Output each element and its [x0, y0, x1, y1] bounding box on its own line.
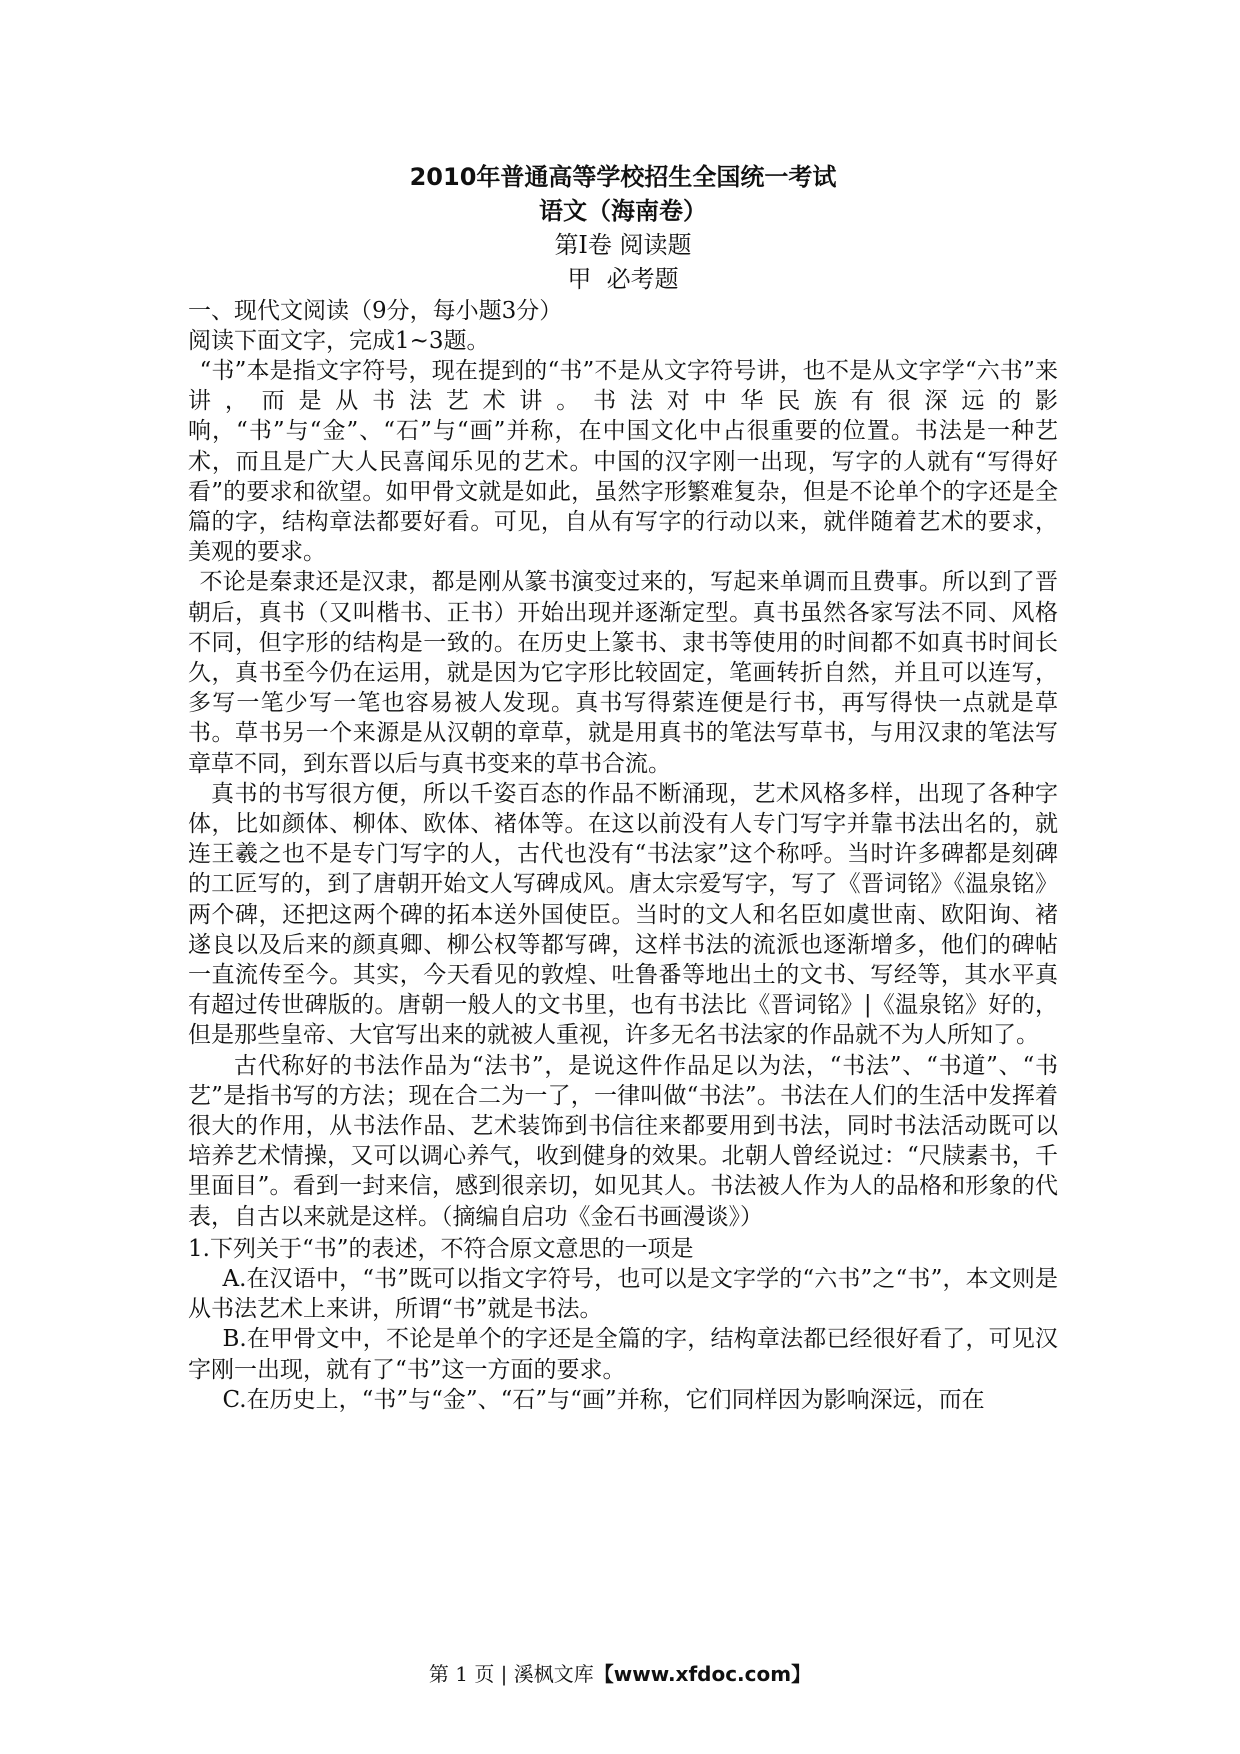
volume-heading: 第Ⅰ卷 阅读题 [554, 231, 692, 259]
passage-paragraph-2: 不论是秦隶还是汉隶，都是刚从篆书演变过来的，写起来单调而且费事。所以到了晋朝后，真书（又叫楷书、正书）开始出现并逐渐定型。真书虽然各家写法不同、风格不同，但字形的结构是一致的。在历史上篆书、隶书等使用的时间都不如真书时间长久，真书至今仍在运用，就是因为它字形比较固定，笔画转折自然，并且可以连写，多写一笔少写一笔也容易被人发现。真书写得萦连便是行书，再写得快一点就是草书。草书另一个来源是从汉朝的章草，就是用真书的笔法写草书，与用汉隶的笔法写章草不同，到东晋以后与真书变来的草书合流。 [188, 569, 1058, 777]
passage-paragraph-1: “书”本是指文字符号，现在提到的“书”不是从文字符号讲，也不是从文字学“六书”来讲，而是从书法艺术讲。书法对中华民族有很深远的影响，“书”与“金”、“石”与“画”并称，在中国文化中占很重要的位置。书法是一种艺术，而且是广大人民喜闻乐见的艺术。中国的汉字刚一出现，写字的人就有“写得好看”的要求和欲望。如甲骨文就是如此，虽然字形繁难复杂，但是不论单个的字还是全篇的字，结构章法都要好看。可见，自从有写字的行动以来，就伴随着艺术的要求，美观的要求。 [188, 358, 1058, 566]
page-footer [0, 1658, 1240, 1687]
footer-page-label: 第 1 页 | 溪枫文库 [428, 1662, 594, 1686]
question-1-option-a: A.在汉语中，“书”既可以指文字符号，也可以是文字学的“六书”之“书”，本文则是从书法艺术上来讲，所谓“书”就是书法。 [188, 1265, 1058, 1323]
exam-subtitle: 语文（海南卷） [539, 197, 707, 225]
part1-heading: 一、现代文阅读（9分，每小题3分） [188, 298, 563, 324]
question-1-option-c: C.在历史上，“书”与“金”、“石”与“画”并称，它们同样因为影响深远，而在 [222, 1386, 985, 1413]
question-1-stem: 1.下列关于“书”的表述，不符合原文意思的一项是 [188, 1235, 694, 1262]
exam-title: 2010年普通高等学校招生全国统一考试 [409, 163, 837, 191]
passage-paragraph-3: 真书的书写很方便，所以千姿百态的作品不断涌现，艺术风格多样，出现了各种字体，比如颜体、柳体、欧体、褚体等。在这以前没有人专门写字并靠书法出名的，就连王羲之也不是专门写字的人，古代也没有“书法家”这个称呼。当时许多碑都是刻碑的工匠写的，到了唐朝开始文人写碑成风。唐太宗爱写字，写了《晋词铭》《温泉铭》两个碑，还把这两个碑的拓本送外国使臣。当时的文人和名臣如虞世南、欧阳询、褚遂良以及后来的颜真卿、柳公权等都写碑，这样书法的流派也逐渐增多，他们的碑帖一直流传至今。其实，今天看见的敦煌、吐鲁番等地出土的文书、写经等，其水平真有超过传世碑版的。唐朝一般人的文书里，也有书法比《晋词铭》|《温泉铭》好的，但是那些皇帝、大官写出来的就被人重视，许多无名书法家的作品就不为人所知了。 [188, 780, 1058, 1049]
section-heading: 甲 必考题 [567, 265, 679, 293]
passage-paragraph-4: 古代称好的书法作品为“法书”，是说这件作品足以为法，“书法”、“书道”、“书艺”是指书写的方法；现在合二为一了，一律叫做“书法”。书法在人们的生活中发挥着很大的作用，从书法作品、艺术装饰到书信往来都要用到书法，同时书法活动既可以培养艺术情操，又可以调心养气，收到健身的效果。北朝人曾经说过：“尺牍素书，千里面目”。看到一封来信，感到很亲切，如见其人。书法被人作为人的品格和形象的代表，自古以来就是这样。（摘编自启功《金石书画漫谈》） [188, 1052, 1058, 1230]
footer-site-link[interactable]: 【www.xfdoc.com】 [593, 1662, 812, 1686]
part1-instruction: 阅读下面文字，完成1~3题。 [188, 328, 490, 354]
exam-page [188, 160, 1058, 1415]
question-1-option-b: B.在甲骨文中，不论是单个的字还是全篇的字，结构章法都已经很好看了，可见汉字刚一出现，就有了“书”这一方面的要求。 [188, 1326, 1058, 1383]
